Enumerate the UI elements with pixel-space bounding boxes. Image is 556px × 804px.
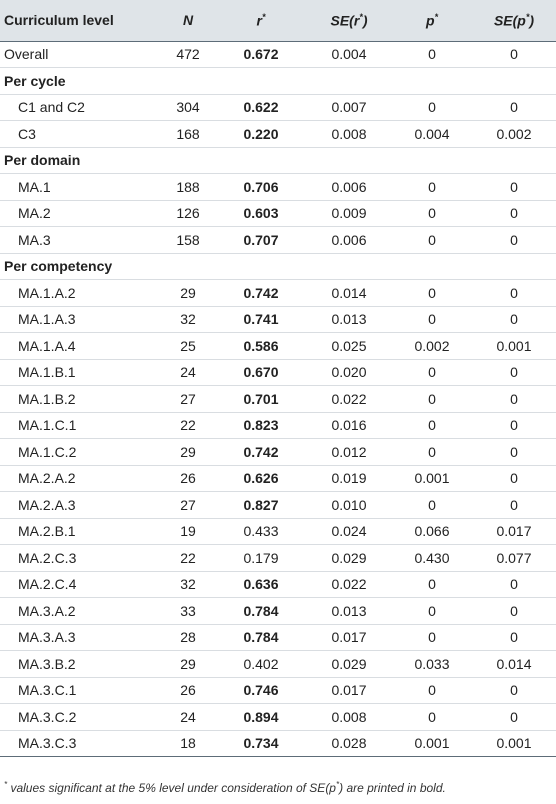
cell-se-p: 0 [472, 306, 556, 333]
cell-se-r: 0.020 [306, 359, 392, 386]
cell-p: 0 [392, 677, 472, 704]
table-row [0, 359, 556, 386]
cell-se-p: 0 [472, 386, 556, 413]
cell-r: 0.672 [216, 41, 306, 68]
table-row [0, 174, 556, 201]
cell-r: 0.603 [216, 200, 306, 227]
cell-se-p: 0.017 [472, 518, 556, 545]
table-row [0, 571, 556, 598]
row-label: C3 [0, 121, 160, 148]
cell-r: 0.179 [216, 545, 306, 572]
table-row [0, 412, 556, 439]
cell-se-r: 0.004 [306, 41, 392, 68]
cell-n: 22 [160, 545, 216, 572]
cell-r: 0.626 [216, 465, 306, 492]
table-row [0, 333, 556, 360]
cell-se-p: 0 [472, 174, 556, 201]
table-row [0, 280, 556, 307]
cell-n: 24 [160, 359, 216, 386]
cell-se-p: 0.077 [472, 545, 556, 572]
cell-se-p: 0.002 [472, 121, 556, 148]
row-label: MA.3 [0, 227, 160, 254]
row-label: MA.1.C.2 [0, 439, 160, 466]
cell-se-r: 0.029 [306, 651, 392, 678]
cell-se-r: 0.025 [306, 333, 392, 360]
table-row [0, 651, 556, 678]
cell-r: 0.636 [216, 571, 306, 598]
cell-r: 0.742 [216, 439, 306, 466]
cell-p: 0 [392, 41, 472, 68]
row-label: MA.1 [0, 174, 160, 201]
cell-se-r: 0.016 [306, 412, 392, 439]
cell-p: 0 [392, 439, 472, 466]
cell-se-p: 0 [472, 280, 556, 307]
row-label: MA.3.A.2 [0, 598, 160, 625]
table-row [0, 518, 556, 545]
cell-n: 29 [160, 439, 216, 466]
cell-se-r: 0.022 [306, 571, 392, 598]
cell-se-r: 0.008 [306, 704, 392, 731]
row-label: MA.3.A.3 [0, 624, 160, 651]
row-label: MA.1.A.4 [0, 333, 160, 360]
table-row [0, 545, 556, 572]
cell-p: 0.066 [392, 518, 472, 545]
cell-p: 0 [392, 280, 472, 307]
cell-se-r: 0.017 [306, 677, 392, 704]
cell-n: 27 [160, 492, 216, 519]
row-label: MA.1.B.1 [0, 359, 160, 386]
cell-se-r: 0.008 [306, 121, 392, 148]
header-curriculum-level: Curriculum level [0, 0, 160, 41]
section-label: Per cycle [0, 68, 556, 95]
cell-n: 27 [160, 386, 216, 413]
header-r: r* [216, 0, 306, 41]
cell-se-p: 0 [472, 227, 556, 254]
cell-p: 0.001 [392, 730, 472, 757]
cell-se-p: 0 [472, 412, 556, 439]
cell-se-p: 0 [472, 677, 556, 704]
cell-se-r: 0.006 [306, 227, 392, 254]
cell-se-p: 0 [472, 200, 556, 227]
table-footnote: * values significant at the 5% level under consideration of SE(p*) are printed in bold. [4, 780, 446, 795]
cell-se-r: 0.010 [306, 492, 392, 519]
row-label: MA.2.C.3 [0, 545, 160, 572]
cell-p: 0.002 [392, 333, 472, 360]
row-label: MA.2 [0, 200, 160, 227]
row-label: MA.1.B.2 [0, 386, 160, 413]
table-row [0, 677, 556, 704]
cell-n: 32 [160, 571, 216, 598]
row-label: C1 and C2 [0, 94, 160, 121]
cell-se-p: 0 [472, 704, 556, 731]
cell-se-p: 0 [472, 94, 556, 121]
cell-n: 32 [160, 306, 216, 333]
row-label: MA.1.C.1 [0, 412, 160, 439]
cell-n: 28 [160, 624, 216, 651]
cell-p: 0.001 [392, 465, 472, 492]
header-n: N [160, 0, 216, 41]
cell-n: 168 [160, 121, 216, 148]
row-label: MA.2.A.2 [0, 465, 160, 492]
cell-p: 0 [392, 227, 472, 254]
table-row [0, 200, 556, 227]
cell-p: 0.430 [392, 545, 472, 572]
table-row [0, 439, 556, 466]
row-label: MA.3.C.1 [0, 677, 160, 704]
row-label: Overall [0, 41, 160, 68]
cell-p: 0 [392, 386, 472, 413]
row-label: MA.1.A.3 [0, 306, 160, 333]
cell-p: 0 [392, 174, 472, 201]
table-row [0, 94, 556, 121]
header-row [0, 0, 556, 41]
cell-n: 19 [160, 518, 216, 545]
cell-p: 0 [392, 94, 472, 121]
cell-p: 0 [392, 306, 472, 333]
cell-n: 29 [160, 651, 216, 678]
cell-r: 0.894 [216, 704, 306, 731]
cell-p: 0.033 [392, 651, 472, 678]
cell-se-r: 0.024 [306, 518, 392, 545]
table-row [0, 598, 556, 625]
cell-p: 0 [392, 571, 472, 598]
cell-n: 33 [160, 598, 216, 625]
cell-n: 158 [160, 227, 216, 254]
cell-r: 0.586 [216, 333, 306, 360]
table-row [0, 492, 556, 519]
cell-se-p: 0 [472, 624, 556, 651]
cell-r: 0.784 [216, 624, 306, 651]
header-se-r: SE(r*) [306, 0, 392, 41]
cell-r: 0.402 [216, 651, 306, 678]
row-label: MA.3.C.3 [0, 730, 160, 757]
table-row [0, 121, 556, 148]
cell-se-r: 0.009 [306, 200, 392, 227]
cell-r: 0.742 [216, 280, 306, 307]
cell-se-r: 0.029 [306, 545, 392, 572]
cell-se-r: 0.012 [306, 439, 392, 466]
cell-se-p: 0 [472, 571, 556, 598]
cell-p: 0 [392, 704, 472, 731]
cell-r: 0.823 [216, 412, 306, 439]
table-row [0, 624, 556, 651]
cell-se-p: 0 [472, 465, 556, 492]
cell-n: 24 [160, 704, 216, 731]
cell-n: 26 [160, 465, 216, 492]
cell-p: 0 [392, 359, 472, 386]
header-p: p* [392, 0, 472, 41]
row-label: MA.3.B.2 [0, 651, 160, 678]
cell-n: 22 [160, 412, 216, 439]
cell-p: 0 [392, 598, 472, 625]
cell-se-p: 0 [472, 598, 556, 625]
cell-n: 18 [160, 730, 216, 757]
row-label: MA.2.A.3 [0, 492, 160, 519]
cell-se-r: 0.006 [306, 174, 392, 201]
cell-n: 26 [160, 677, 216, 704]
table-row [0, 306, 556, 333]
cell-se-r: 0.017 [306, 624, 392, 651]
cell-r: 0.670 [216, 359, 306, 386]
cell-n: 304 [160, 94, 216, 121]
table-row [0, 730, 556, 757]
section-label: Per domain [0, 147, 556, 174]
cell-se-r: 0.028 [306, 730, 392, 757]
cell-r: 0.741 [216, 306, 306, 333]
cell-p: 0 [392, 412, 472, 439]
cell-p: 0 [392, 200, 472, 227]
table-row [0, 704, 556, 731]
table-row-overall [0, 41, 556, 68]
section-header-competency [0, 253, 556, 280]
cell-r: 0.707 [216, 227, 306, 254]
cell-n: 126 [160, 200, 216, 227]
cell-r: 0.701 [216, 386, 306, 413]
row-label: MA.2.C.4 [0, 571, 160, 598]
row-label: MA.3.C.2 [0, 704, 160, 731]
section-header-domain [0, 147, 556, 174]
cell-p: 0.004 [392, 121, 472, 148]
cell-se-p: 0.014 [472, 651, 556, 678]
cell-p: 0 [392, 492, 472, 519]
cell-se-p: 0 [472, 359, 556, 386]
cell-se-r: 0.013 [306, 598, 392, 625]
cell-r: 0.734 [216, 730, 306, 757]
row-label: MA.1.A.2 [0, 280, 160, 307]
cell-se-r: 0.007 [306, 94, 392, 121]
cell-n: 25 [160, 333, 216, 360]
cell-se-p: 0.001 [472, 730, 556, 757]
cell-se-p: 0 [472, 492, 556, 519]
header-se-p: SE(p*) [472, 0, 556, 41]
cell-n: 472 [160, 41, 216, 68]
section-label: Per competency [0, 253, 556, 280]
table-row [0, 465, 556, 492]
cell-se-p: 0.001 [472, 333, 556, 360]
cell-se-p: 0 [472, 41, 556, 68]
cell-p: 0 [392, 624, 472, 651]
cell-r: 0.706 [216, 174, 306, 201]
cell-se-p: 0 [472, 439, 556, 466]
table-row [0, 386, 556, 413]
cell-r: 0.827 [216, 492, 306, 519]
row-label: MA.2.B.1 [0, 518, 160, 545]
cell-n: 29 [160, 280, 216, 307]
cell-se-r: 0.013 [306, 306, 392, 333]
table-row [0, 227, 556, 254]
cell-r: 0.433 [216, 518, 306, 545]
cell-r: 0.220 [216, 121, 306, 148]
cell-r: 0.746 [216, 677, 306, 704]
cell-r: 0.784 [216, 598, 306, 625]
cell-n: 188 [160, 174, 216, 201]
cell-r: 0.622 [216, 94, 306, 121]
section-header-cycle [0, 68, 556, 95]
cell-se-r: 0.022 [306, 386, 392, 413]
cell-se-r: 0.019 [306, 465, 392, 492]
cell-se-r: 0.014 [306, 280, 392, 307]
